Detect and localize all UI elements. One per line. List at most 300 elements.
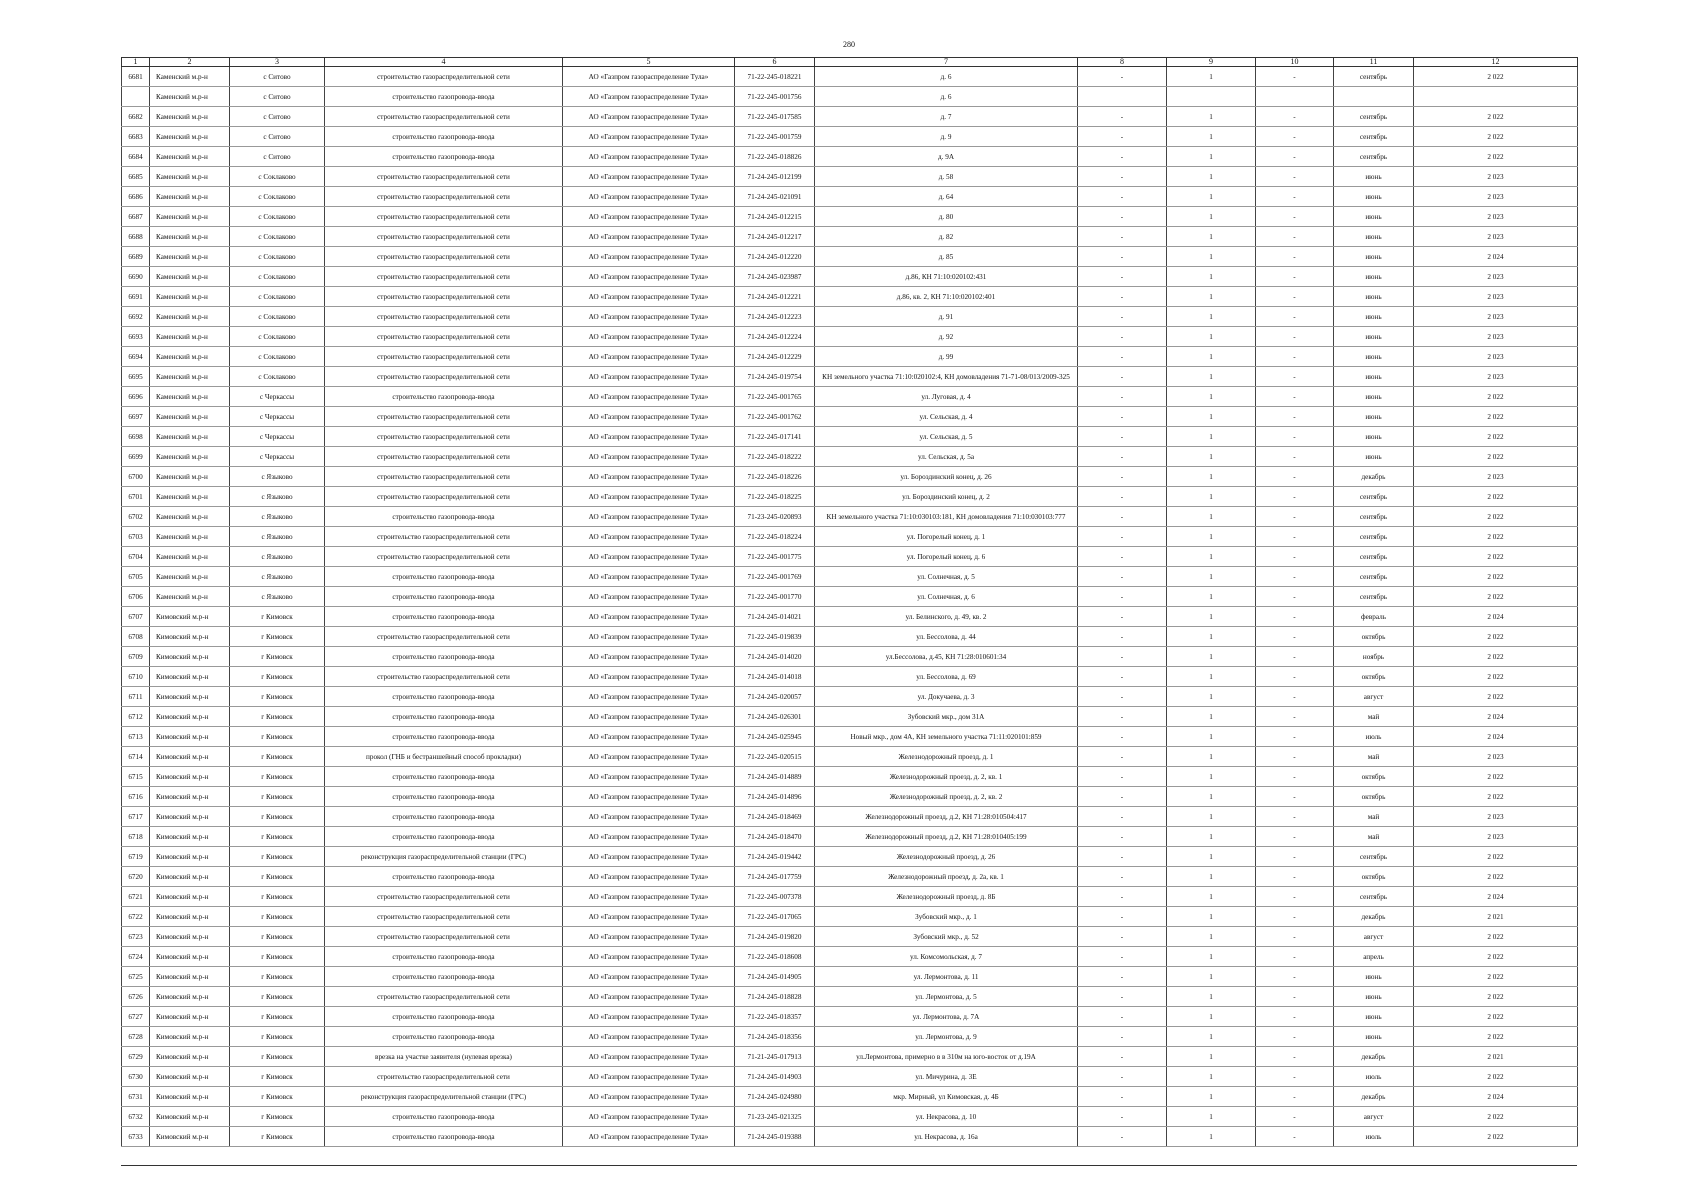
district-cell: Кимовский м.р-н [150, 1127, 230, 1147]
district-cell: Каменский м.р-н [150, 507, 230, 527]
locality-cell: с Ситово [230, 107, 325, 127]
col-9-cell: 1 [1167, 927, 1256, 947]
col-10-cell: - [1256, 627, 1334, 647]
col-9-cell: 1 [1167, 1107, 1256, 1127]
col-8-cell: - [1078, 507, 1167, 527]
month-cell: сентябрь [1334, 487, 1414, 507]
col-9-cell: 1 [1167, 887, 1256, 907]
organization-cell: АО «Газпром газораспределение Тула» [563, 1027, 735, 1047]
address-cell: ул. Лермонтова, д. 5 [815, 987, 1078, 1007]
table-row [122, 507, 1578, 527]
column-header: 3 [230, 58, 325, 67]
month-cell: июнь [1334, 187, 1414, 207]
request-code-cell: 71-24-245-020057 [735, 687, 815, 707]
year-cell: 2 022 [1414, 787, 1578, 807]
row-number-cell: 6698 [122, 427, 150, 447]
col-10-cell: - [1256, 587, 1334, 607]
column-header: 8 [1078, 58, 1167, 67]
col-8-cell: - [1078, 147, 1167, 167]
table-row [122, 527, 1578, 547]
col-9-cell: 1 [1167, 467, 1256, 487]
work-type-cell: строительство газораспределительной сети [325, 447, 563, 467]
col-10-cell: - [1256, 127, 1334, 147]
organization-cell: АО «Газпром газораспределение Тула» [563, 207, 735, 227]
col-10-cell: - [1256, 107, 1334, 127]
organization-cell: АО «Газпром газораспределение Тула» [563, 347, 735, 367]
district-cell: Каменский м.р-н [150, 467, 230, 487]
address-cell: д.86, КН 71:10:020102:431 [815, 267, 1078, 287]
organization-cell: АО «Газпром газораспределение Тула» [563, 167, 735, 187]
table-row [122, 1127, 1578, 1147]
col-9-cell: 1 [1167, 387, 1256, 407]
year-cell: 2 023 [1414, 747, 1578, 767]
col-8-cell: - [1078, 807, 1167, 827]
col-10-cell: - [1256, 307, 1334, 327]
address-cell: ул.Лермонтова, примерно в в 310м на юго-восток от д.19А [815, 1047, 1078, 1067]
district-cell: Кимовский м.р-н [150, 927, 230, 947]
address-cell: д. 64 [815, 187, 1078, 207]
row-number-cell: 6713 [122, 727, 150, 747]
row-number-cell: 6704 [122, 547, 150, 567]
col-8-cell: - [1078, 1027, 1167, 1047]
district-cell: Каменский м.р-н [150, 147, 230, 167]
row-number-cell: 6684 [122, 147, 150, 167]
district-cell: Каменский м.р-н [150, 87, 230, 107]
district-cell: Кимовский м.р-н [150, 687, 230, 707]
month-cell: февраль [1334, 607, 1414, 627]
district-cell: Каменский м.р-н [150, 207, 230, 227]
col-9-cell: 1 [1167, 967, 1256, 987]
district-cell: Кимовский м.р-н [150, 867, 230, 887]
month-cell: август [1334, 687, 1414, 707]
work-type-cell: строительство газораспределительной сети [325, 307, 563, 327]
request-code-cell: 71-22-245-001756 [735, 87, 815, 107]
col-10-cell: - [1256, 987, 1334, 1007]
locality-cell: г Кимовск [230, 607, 325, 627]
col-10-cell: - [1256, 187, 1334, 207]
col-9-cell: 1 [1167, 787, 1256, 807]
work-type-cell: строительство газораспределительной сети [325, 187, 563, 207]
address-cell: КН земельного участка 71:10:030103:181, КН домовладения 71:10:030103:777 [815, 507, 1078, 527]
col-10-cell: - [1256, 1087, 1334, 1107]
row-number-cell: 6721 [122, 887, 150, 907]
organization-cell: АО «Газпром газораспределение Тула» [563, 827, 735, 847]
locality-cell: г Кимовск [230, 867, 325, 887]
district-cell: Каменский м.р-н [150, 407, 230, 427]
request-code-cell: 71-24-245-018470 [735, 827, 815, 847]
row-number-cell: 6691 [122, 287, 150, 307]
work-type-cell: строительство газораспределительной сети [325, 987, 563, 1007]
work-type-cell: строительство газораспределительной сети [325, 547, 563, 567]
request-code-cell: 71-24-245-018828 [735, 987, 815, 1007]
row-number-cell: 6715 [122, 767, 150, 787]
locality-cell: с Соклаково [230, 227, 325, 247]
address-cell: Железнодорожный проезд, д. 2а, кв. 1 [815, 867, 1078, 887]
district-cell: Кимовский м.р-н [150, 1107, 230, 1127]
row-number-cell: 6700 [122, 467, 150, 487]
locality-cell: с Языково [230, 527, 325, 547]
organization-cell: АО «Газпром газораспределение Тула» [563, 327, 735, 347]
table-row [122, 267, 1578, 287]
row-number-cell: 6701 [122, 487, 150, 507]
request-code-cell: 71-24-245-012215 [735, 207, 815, 227]
work-type-cell: строительство газопровода-ввода [325, 867, 563, 887]
district-cell: Каменский м.р-н [150, 247, 230, 267]
work-type-cell: реконструкция газораспределительной станции (ГРС) [325, 1087, 563, 1107]
district-cell: Каменский м.р-н [150, 527, 230, 547]
district-cell: Кимовский м.р-н [150, 847, 230, 867]
district-cell: Каменский м.р-н [150, 427, 230, 447]
month-cell: октябрь [1334, 867, 1414, 887]
address-cell: д. 6 [815, 67, 1078, 87]
work-type-cell: строительство газопровода-ввода [325, 607, 563, 627]
month-cell: сентябрь [1334, 887, 1414, 907]
request-code-cell: 71-21-245-017913 [735, 1047, 815, 1067]
request-code-cell: 71-22-245-017065 [735, 907, 815, 927]
year-cell: 2 024 [1414, 247, 1578, 267]
col-8-cell: - [1078, 947, 1167, 967]
col-10-cell: - [1256, 567, 1334, 587]
col-9-cell: 1 [1167, 267, 1256, 287]
col-10-cell: - [1256, 827, 1334, 847]
row-number-cell: 6696 [122, 387, 150, 407]
organization-cell: АО «Газпром газораспределение Тула» [563, 507, 735, 527]
table-row [122, 767, 1578, 787]
work-type-cell: строительство газопровода-ввода [325, 807, 563, 827]
district-cell: Кимовский м.р-н [150, 707, 230, 727]
request-code-cell: 71-24-245-012217 [735, 227, 815, 247]
col-9-cell: 1 [1167, 307, 1256, 327]
col-9-cell: 1 [1167, 207, 1256, 227]
col-10-cell: - [1256, 327, 1334, 347]
col-10-cell: - [1256, 347, 1334, 367]
col-10-cell: - [1256, 1027, 1334, 1047]
col-8-cell: - [1078, 787, 1167, 807]
col-8-cell: - [1078, 927, 1167, 947]
year-cell: 2 022 [1414, 867, 1578, 887]
locality-cell: с Языково [230, 567, 325, 587]
year-cell: 2 022 [1414, 927, 1578, 947]
table-row [122, 627, 1578, 647]
month-cell: июнь [1334, 267, 1414, 287]
year-cell: 2 023 [1414, 287, 1578, 307]
col-10-cell: - [1256, 407, 1334, 427]
request-code-cell: 71-24-245-012224 [735, 327, 815, 347]
row-number-cell: 6703 [122, 527, 150, 547]
col-9-cell: 1 [1167, 247, 1256, 267]
row-number-cell: 6694 [122, 347, 150, 367]
district-cell: Кимовский м.р-н [150, 1067, 230, 1087]
table-row [122, 547, 1578, 567]
table-row [122, 987, 1578, 1007]
request-code-cell: 71-22-245-020515 [735, 747, 815, 767]
col-9-cell: 1 [1167, 127, 1256, 147]
address-cell: ул.Бессолова, д.45, КН 71:28:010601:34 [815, 647, 1078, 667]
month-cell: июнь [1334, 247, 1414, 267]
table-row [122, 607, 1578, 627]
col-9-cell: 1 [1167, 167, 1256, 187]
col-10-cell: - [1256, 967, 1334, 987]
col-8-cell: - [1078, 567, 1167, 587]
col-8-cell: - [1078, 127, 1167, 147]
address-cell: д. 99 [815, 347, 1078, 367]
row-number-cell: 6733 [122, 1127, 150, 1147]
address-cell: ул. Мичурина, д. 3Е [815, 1067, 1078, 1087]
organization-cell: АО «Газпром газораспределение Тула» [563, 247, 735, 267]
column-header: 2 [150, 58, 230, 67]
request-code-cell: 71-24-245-012199 [735, 167, 815, 187]
row-number-cell: 6722 [122, 907, 150, 927]
col-10-cell [1256, 87, 1334, 107]
table-row [122, 107, 1578, 127]
col-8-cell: - [1078, 1047, 1167, 1067]
address-cell: ул. Бороздинский конец, д. 2 [815, 487, 1078, 507]
address-cell: д. 7 [815, 107, 1078, 127]
address-cell: Зубовский мкр., дом 31А [815, 707, 1078, 727]
address-cell: ул. Лермонтова, д. 9 [815, 1027, 1078, 1047]
district-cell: Кимовский м.р-н [150, 627, 230, 647]
district-cell: Каменский м.р-н [150, 227, 230, 247]
year-cell: 2 022 [1414, 1107, 1578, 1127]
work-type-cell: строительство газопровода-ввода [325, 787, 563, 807]
row-number-cell: 6708 [122, 627, 150, 647]
month-cell: октябрь [1334, 767, 1414, 787]
locality-cell: с Ситово [230, 87, 325, 107]
request-code-cell: 71-22-245-018222 [735, 447, 815, 467]
address-cell: Железнодорожный проезд, д. 8Б [815, 887, 1078, 907]
col-8-cell: - [1078, 227, 1167, 247]
col-8-cell: - [1078, 867, 1167, 887]
register-table [121, 57, 1578, 1147]
col-8-cell: - [1078, 327, 1167, 347]
table-row [122, 847, 1578, 867]
row-number-cell [122, 87, 150, 107]
col-10-cell: - [1256, 247, 1334, 267]
request-code-cell: 71-22-245-007378 [735, 887, 815, 907]
district-cell: Кимовский м.р-н [150, 807, 230, 827]
col-8-cell: - [1078, 427, 1167, 447]
col-9-cell: 1 [1167, 327, 1256, 347]
request-code-cell: 71-24-245-014020 [735, 647, 815, 667]
col-8-cell: - [1078, 247, 1167, 267]
month-cell: июнь [1334, 1027, 1414, 1047]
month-cell: май [1334, 707, 1414, 727]
table-row [122, 667, 1578, 687]
year-cell: 2 023 [1414, 827, 1578, 847]
district-cell: Кимовский м.р-н [150, 747, 230, 767]
district-cell: Каменский м.р-н [150, 167, 230, 187]
work-type-cell: строительство газораспределительной сети [325, 327, 563, 347]
locality-cell: г Кимовск [230, 947, 325, 967]
district-cell: Кимовский м.р-н [150, 1007, 230, 1027]
address-cell: ул. Бессолова, д. 44 [815, 627, 1078, 647]
locality-cell: г Кимовск [230, 1027, 325, 1047]
col-10-cell: - [1256, 267, 1334, 287]
col-10-cell: - [1256, 1067, 1334, 1087]
district-cell: Каменский м.р-н [150, 267, 230, 287]
col-10-cell: - [1256, 527, 1334, 547]
row-number-cell: 6682 [122, 107, 150, 127]
column-header: 10 [1256, 58, 1334, 67]
organization-cell: АО «Газпром газораспределение Тула» [563, 627, 735, 647]
district-cell: Кимовский м.р-н [150, 787, 230, 807]
year-cell: 2 022 [1414, 487, 1578, 507]
locality-cell: с Соклаково [230, 187, 325, 207]
month-cell: апрель [1334, 947, 1414, 967]
row-number-cell: 6729 [122, 1047, 150, 1067]
col-9-cell: 1 [1167, 747, 1256, 767]
col-10-cell: - [1256, 207, 1334, 227]
work-type-cell: строительство газораспределительной сети [325, 527, 563, 547]
table-row [122, 647, 1578, 667]
locality-cell: с Ситово [230, 67, 325, 87]
row-number-cell: 6731 [122, 1087, 150, 1107]
table-row [122, 947, 1578, 967]
col-8-cell: - [1078, 167, 1167, 187]
table-row [122, 127, 1578, 147]
organization-cell: АО «Газпром газораспределение Тула» [563, 927, 735, 947]
col-10-cell: - [1256, 147, 1334, 167]
col-9-cell: 1 [1167, 867, 1256, 887]
col-8-cell: - [1078, 1107, 1167, 1127]
col-9-cell: 1 [1167, 1027, 1256, 1047]
col-8-cell: - [1078, 887, 1167, 907]
col-8-cell: - [1078, 527, 1167, 547]
address-cell: Железнодорожный проезд, д. 2, кв. 2 [815, 787, 1078, 807]
work-type-cell: строительство газопровода-ввода [325, 1127, 563, 1147]
request-code-cell: 71-22-245-018608 [735, 947, 815, 967]
row-number-cell: 6720 [122, 867, 150, 887]
locality-cell: с Соклаково [230, 347, 325, 367]
year-cell: 2 022 [1414, 567, 1578, 587]
work-type-cell: строительство газораспределительной сети [325, 427, 563, 447]
request-code-cell: 71-24-245-019820 [735, 927, 815, 947]
address-cell: д. 58 [815, 167, 1078, 187]
district-cell: Кимовский м.р-н [150, 967, 230, 987]
district-cell: Кимовский м.р-н [150, 727, 230, 747]
table-row [122, 1087, 1578, 1107]
year-cell: 2 022 [1414, 67, 1578, 87]
request-code-cell: 71-24-245-012229 [735, 347, 815, 367]
year-cell: 2 023 [1414, 367, 1578, 387]
col-9-cell: 1 [1167, 547, 1256, 567]
row-number-cell: 6683 [122, 127, 150, 147]
district-cell: Каменский м.р-н [150, 487, 230, 507]
locality-cell: г Кимовск [230, 1007, 325, 1027]
work-type-cell: строительство газораспределительной сети [325, 487, 563, 507]
month-cell: июнь [1334, 987, 1414, 1007]
col-10-cell: - [1256, 367, 1334, 387]
year-cell: 2 022 [1414, 547, 1578, 567]
organization-cell: АО «Газпром газораспределение Тула» [563, 67, 735, 87]
month-cell: июль [1334, 1067, 1414, 1087]
table-row [122, 447, 1578, 467]
col-9-cell: 1 [1167, 827, 1256, 847]
address-cell: д. 85 [815, 247, 1078, 267]
locality-cell: с Языково [230, 587, 325, 607]
organization-cell: АО «Газпром газораспределение Тула» [563, 227, 735, 247]
district-cell: Кимовский м.р-н [150, 1047, 230, 1067]
request-code-cell: 71-23-245-021325 [735, 1107, 815, 1127]
month-cell: июнь [1334, 387, 1414, 407]
col-9-cell [1167, 87, 1256, 107]
year-cell: 2 022 [1414, 587, 1578, 607]
month-cell: июнь [1334, 427, 1414, 447]
year-cell: 2 022 [1414, 647, 1578, 667]
col-9-cell: 1 [1167, 627, 1256, 647]
row-number-cell: 6714 [122, 747, 150, 767]
row-number-cell: 6725 [122, 967, 150, 987]
year-cell: 2 022 [1414, 1007, 1578, 1027]
column-header: 1 [122, 58, 150, 67]
row-number-cell: 6695 [122, 367, 150, 387]
locality-cell: г Кимовск [230, 967, 325, 987]
locality-cell: с Соклаково [230, 167, 325, 187]
work-type-cell: строительство газопровода-ввода [325, 567, 563, 587]
district-cell: Кимовский м.р-н [150, 607, 230, 627]
year-cell: 2 022 [1414, 947, 1578, 967]
request-code-cell: 71-24-245-025945 [735, 727, 815, 747]
year-cell: 2 023 [1414, 807, 1578, 827]
row-number-cell: 6717 [122, 807, 150, 827]
address-cell: д.86, кв. 2, КН 71:10:020102:401 [815, 287, 1078, 307]
locality-cell: г Кимовск [230, 627, 325, 647]
work-type-cell: строительство газопровода-ввода [325, 827, 563, 847]
col-8-cell: - [1078, 207, 1167, 227]
table-row [122, 747, 1578, 767]
table-row [122, 407, 1578, 427]
col-9-cell: 1 [1167, 487, 1256, 507]
col-8-cell: - [1078, 407, 1167, 427]
month-cell: июнь [1334, 1007, 1414, 1027]
organization-cell: АО «Газпром газораспределение Тула» [563, 867, 735, 887]
work-type-cell: строительство газопровода-ввода [325, 767, 563, 787]
request-code-cell: 71-24-245-021091 [735, 187, 815, 207]
year-cell: 2 022 [1414, 627, 1578, 647]
row-number-cell: 6692 [122, 307, 150, 327]
month-cell: сентябрь [1334, 507, 1414, 527]
request-code-cell: 71-24-245-014018 [735, 667, 815, 687]
month-cell: май [1334, 747, 1414, 767]
row-number-cell: 6705 [122, 567, 150, 587]
col-9-cell: 1 [1167, 687, 1256, 707]
work-type-cell: строительство газораспределительной сети [325, 247, 563, 267]
request-code-cell: 71-24-245-019754 [735, 367, 815, 387]
month-cell: декабрь [1334, 467, 1414, 487]
col-9-cell: 1 [1167, 67, 1256, 87]
organization-cell: АО «Газпром газораспределение Тула» [563, 1047, 735, 1067]
col-9-cell: 1 [1167, 507, 1256, 527]
month-cell: июнь [1334, 967, 1414, 987]
col-10-cell: - [1256, 287, 1334, 307]
district-cell: Кимовский м.р-н [150, 1087, 230, 1107]
month-cell: ноябрь [1334, 647, 1414, 667]
col-9-cell: 1 [1167, 647, 1256, 667]
col-8-cell: - [1078, 347, 1167, 367]
year-cell: 2 023 [1414, 227, 1578, 247]
col-10-cell: - [1256, 867, 1334, 887]
request-code-cell: 71-22-245-001775 [735, 547, 815, 567]
locality-cell: с Соклаково [230, 307, 325, 327]
col-8-cell: - [1078, 187, 1167, 207]
month-cell: сентябрь [1334, 147, 1414, 167]
organization-cell: АО «Газпром газораспределение Тула» [563, 547, 735, 567]
row-number-cell: 6697 [122, 407, 150, 427]
request-code-cell: 71-22-245-018225 [735, 487, 815, 507]
locality-cell: г Кимовск [230, 707, 325, 727]
year-cell: 2 023 [1414, 467, 1578, 487]
work-type-cell: строительство газопровода-ввода [325, 967, 563, 987]
